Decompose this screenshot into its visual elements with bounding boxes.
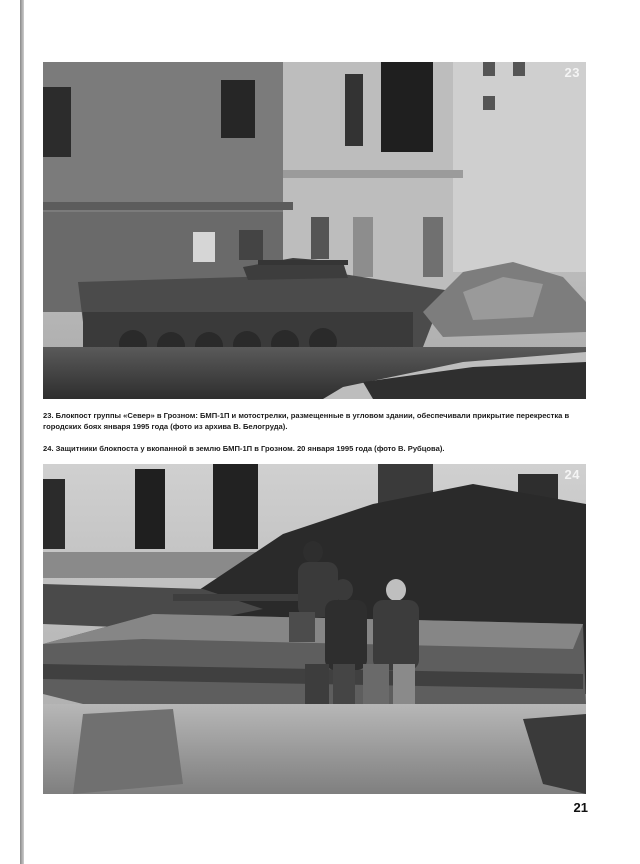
page-spine [20,0,24,864]
photo-24-number: 24 [564,467,580,482]
photo-23-number: 23 [564,65,580,80]
photo-23-image [43,62,586,399]
page-number: 21 [573,800,588,815]
photo-23 [43,62,586,399]
caption-24: 24. Защитники блокпоста у вкопанной в землю БМП-1П в Грозном. 20 января 1995 года (фото В. Рубцова). [43,444,445,453]
photo-24 [43,464,586,794]
photo-24-image [43,464,586,794]
caption-23: 23. Блокпост группы «Север» в Грозном: БМП-1П и мотострелки, размещенные в угловом здании, обеспечивали прикрытие перекрестка в городских боях января 1995 года (фото из архива В. Белогруда). [43,411,570,431]
